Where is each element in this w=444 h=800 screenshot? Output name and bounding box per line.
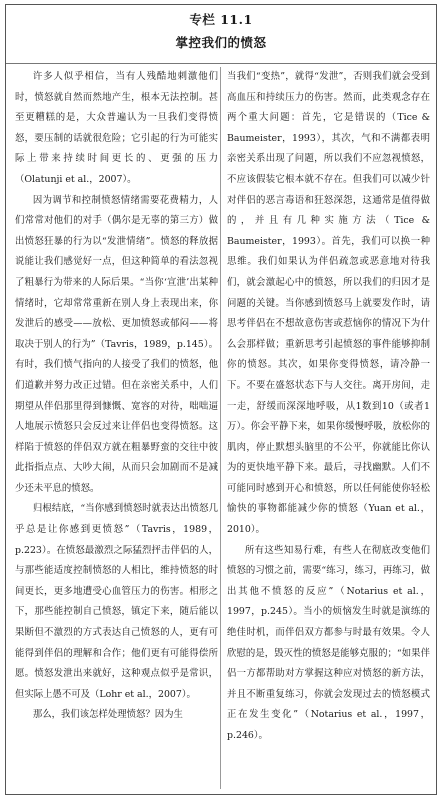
right-column bbox=[227, 67, 430, 789]
paragraph: 归根结底，“当你感到愤怒时就表达出愤怒几乎总是让你感到更愤怒”（Tavris，1989，p.223）。在愤怒最激烈之际猛烈抨击伴侣的人，与那些能适度控制愤怒的人相比，维持愤怒的时间更长，更多地遭受心血管压力的伤害。相形之下，那些能控制自己愤怒，镇定下来，随后能以果断但不激烈的方式表达自己愤怒的人，更有可能得到伴侣的理解和合作；他们更有可能得偿所愿。愤怒发泄出来就好，这种观点似乎是常识，但实际上愚不可及（Lohr et al.，2007）。 bbox=[15, 503, 218, 700]
paragraph: 那么，我们该怎样处理愤怒？因为生 bbox=[32, 709, 183, 721]
left-column bbox=[15, 67, 218, 789]
column-divider bbox=[220, 67, 221, 789]
paragraph: 当我们“变热”，就得“发泄”，否则我们就会受到高血压和持续压力的伤害。然而，此类观念存在两个重大问题：首先，它是错误的（Tice & Baumeister，1993），其次，气和不满都表明亲密关系出现了问题，所以我们不应忽视愤怒，不应该假装它根本就不存在。但我们可以减少针对伴侣的恶言毒语和狂怒深怨，这通常是值得做的，并且有几种实施方法（Tice & Baumeister，1993）。首先，我们可以换一种思维。我们如果认为伴侣疏忽或恶意地对待我们，就会激起心中的愤怒，所以我们的归因才是问题的关键。当你感到愤怒马上就要发作时，请思考伴侣在不想故意伤害或惹恼你的情况下为什么会那样做；重新思考引起愤怒的事件能够抑制你的愤怒。其次，如果你变得愤怒，请冷静一下。不要在盛怒状态下与人交往。离开房间，走一走，舒缓而深深地呼吸，从1数到10（或者1万）。你会平静下来，如果你缓慢呼吸，放松你的肌肉，停止默想头脑里的不公平，你就能比你认为的更快地平静下来。最后，寻找幽默。人们不可能同时感到开心和愤怒，所以任何能使你轻松愉快的事物都能减少你的愤怒（Yuan et al.，2010）。 bbox=[227, 71, 430, 536]
box-subtitle: 掌控我们的愤怒 bbox=[175, 35, 267, 50]
box-header bbox=[6, 5, 436, 64]
paragraph: 所有这些知易行难，有些人在彻底改变他们愤怒的习惯之前，需要“练习，练习，再练习，做出其他不愤怒的反应”（Notarius et al.，1997，p.245）。当小的烦恼发生时就是演练的绝佳时机，而伴侣双方都参与时最有效果。令人欣慰的是，毁灭性的愤怒是能够克服的；“如果伴侣一方都帮助对方掌握这种应对愤怒的新方法，并且不断重复练习，你就会发现过去的愤怒模式正在发生变化”（Notarius et al.，1997，p.246）。 bbox=[227, 544, 430, 741]
paragraph: 许多人似乎相信，当有人残酷地刺激他们时，愤怒就自然而然地产生，根本无法控制。甚至更糟糕的是，大众普遍认为一旦我们变得愤怒，要压制的话就很危险；它引起的行为可能实际上带来持续时间更长的、更强的压力（Olatunji et al.，2007）。 bbox=[15, 71, 218, 185]
sidebar-box bbox=[5, 4, 437, 795]
box-title: 专栏 11.1 bbox=[189, 12, 253, 27]
paragraph: 因为调节和控制愤怒情绪需要花费精力，人们常常对他们的对手（偶尔是无辜的第三方）做出愤怒狂暴的行为以“发泄情绪”。愤怒的释放据说能让我们感觉好一点，但这种简单的看法忽视了粗暴行为带来的人际后果。“当你‘宣泄’出某种情绪时，它却常常重新在别人身上表现出来，你发泄后的感受——放松、更加愤怒或郁闷——将取决于别人的行为”（Tavris，1989，p.145）。有时，我们愤气指向的人接受了我们的愤怒，他们道歉并努力改正过错。但在亲密关系中，人们期望从伴侣那里得到慷慨、宽容的对待，咄咄逼人地展示愤怒只会反过来让伴侣也变得愤怒。这样陷于愤怒的伴侣双方就在粗暴野蛮的交往中彼此指指点点、大吵大闹，从而只会加剧而不是减少还未平息的愤怒。 bbox=[15, 194, 218, 494]
